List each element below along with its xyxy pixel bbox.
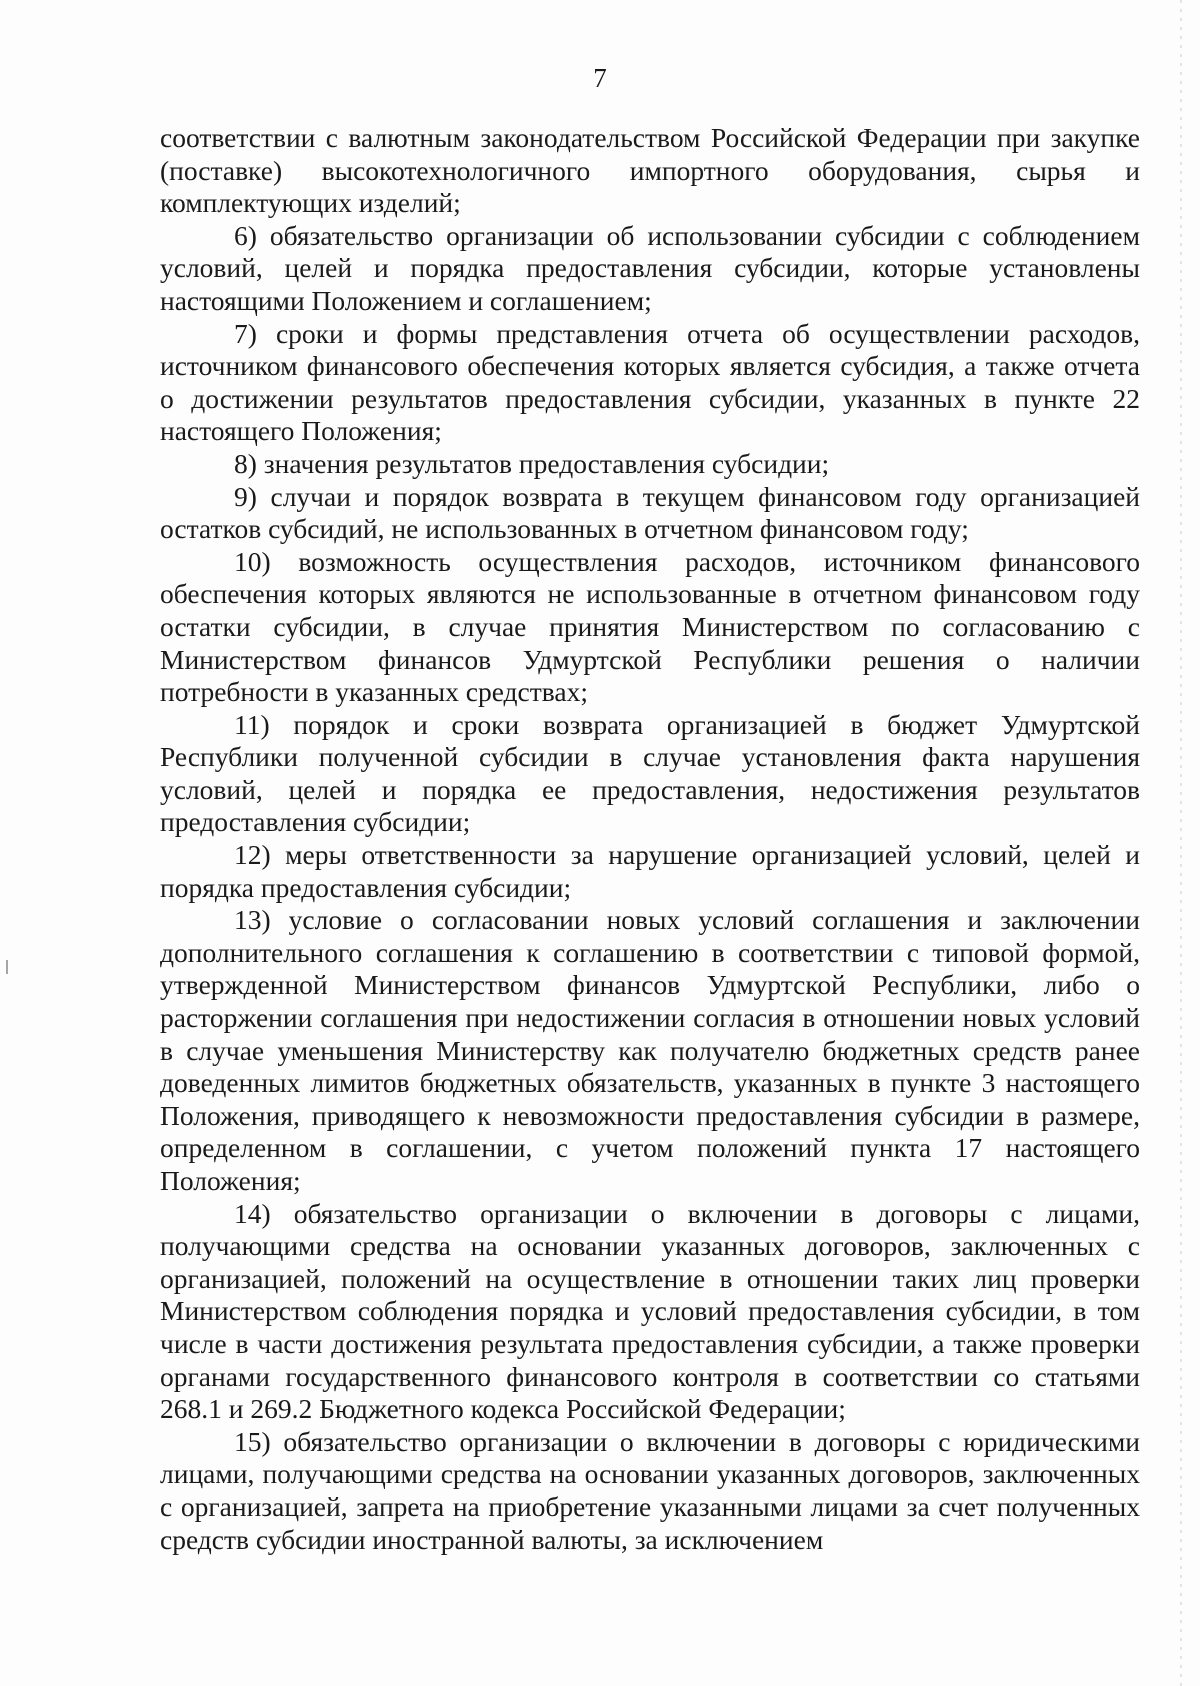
paragraph-item-14: 14) обязательство организации о включении в договоры с лицами, получающими средства на основании указанных договоров, заключенных с организацией, положений на осуществление в отношении таких лиц проверки Министерством соблюдения порядка и условий предоставления субсидии, в том числе в части достижения результата предоставления субсидии, а также проверки органами государственного финансового контроля в соответствии со статьями 268.1 и 269.2 Бюджетного кодекса Российской Федерации; bbox=[160, 1197, 1140, 1425]
paragraph-item-9: 9) случаи и порядок возврата в текущем финансовом году организацией остатков субсидий, не использованных в отчетном финансовом году; bbox=[160, 480, 1140, 545]
page-number: 7 bbox=[593, 63, 607, 93]
paragraph-item-10: 10) возможность осуществления расходов, источником финансового обеспечения которых являются не использованные в отчетном финансовом году остатки субсидии, в случае принятия Министерством по согласованию с Министерством финансов Удмуртской Республики решения о наличии потребности в указанных средствах; bbox=[160, 545, 1140, 708]
scan-mark-artifact bbox=[6, 960, 8, 974]
paragraph-item-12: 12) меры ответственности за нарушение организацией условий, целей и порядка предоставления субсидии; bbox=[160, 839, 1140, 903]
document-body bbox=[160, 122, 1140, 1556]
scan-edge-artifact bbox=[1180, 0, 1182, 1686]
paragraph-item-15: 15) обязательство организации о включении в договоры с юридическими лицами, получающими средства на основании указанных договоров, заключенных с организацией, запрета на приобретение указанными лицами за счет полученных средств субсидии иностранной валюты, за исключением bbox=[160, 1425, 1140, 1555]
paragraph-item-13: 13) условие о согласовании новых условий соглашения и заключении дополнительного соглашения к соглашению в соответствии с типовой формой, утвержденной Министерством финансов Удмуртской Республики, либо о расторжении соглашения при недостижении согласия в отношении новых условий в случае уменьшения Министерству как получателю бюджетных средств ранее доведенных лимитов бюджетных обязательств, указанных в пункте 3 настоящего Положения, приводящего к невозможности предоставления субсидии в размере, определенном в соглашении, с учетом положений пункта 17 настоящего Положения; bbox=[160, 904, 1140, 1196]
paragraph-continuation: соответствии с валютным законодательством Российской Федерации при закупке (поставке) высокотехнологичного импортного оборудования, сырья и комплектующих изделий; bbox=[160, 122, 1140, 219]
paragraph-item-11: 11) порядок и сроки возврата организацией в бюджет Удмуртской Республики полученной субсидии в случае установления факта нарушения условий, целей и порядка ее предоставления, недостижения результатов предоставления субсидии; bbox=[160, 708, 1140, 838]
paragraph-item-8: 8) значения результатов предоставления субсидии; bbox=[234, 447, 830, 479]
paragraph-item-7: 7) сроки и формы представления отчета об осуществлении расходов, источником финансового обеспечения которых является субсидия, а также отчета о достижении результатов предоставления субсидии, указанных в пункте 22 настоящего Положения; bbox=[160, 317, 1140, 447]
paragraph-item-6: 6) обязательство организации об использовании субсидии с соблюдением условий, целей и порядка предоставления субсидии, которые установлены настоящими Положением и соглашением; bbox=[160, 219, 1140, 316]
